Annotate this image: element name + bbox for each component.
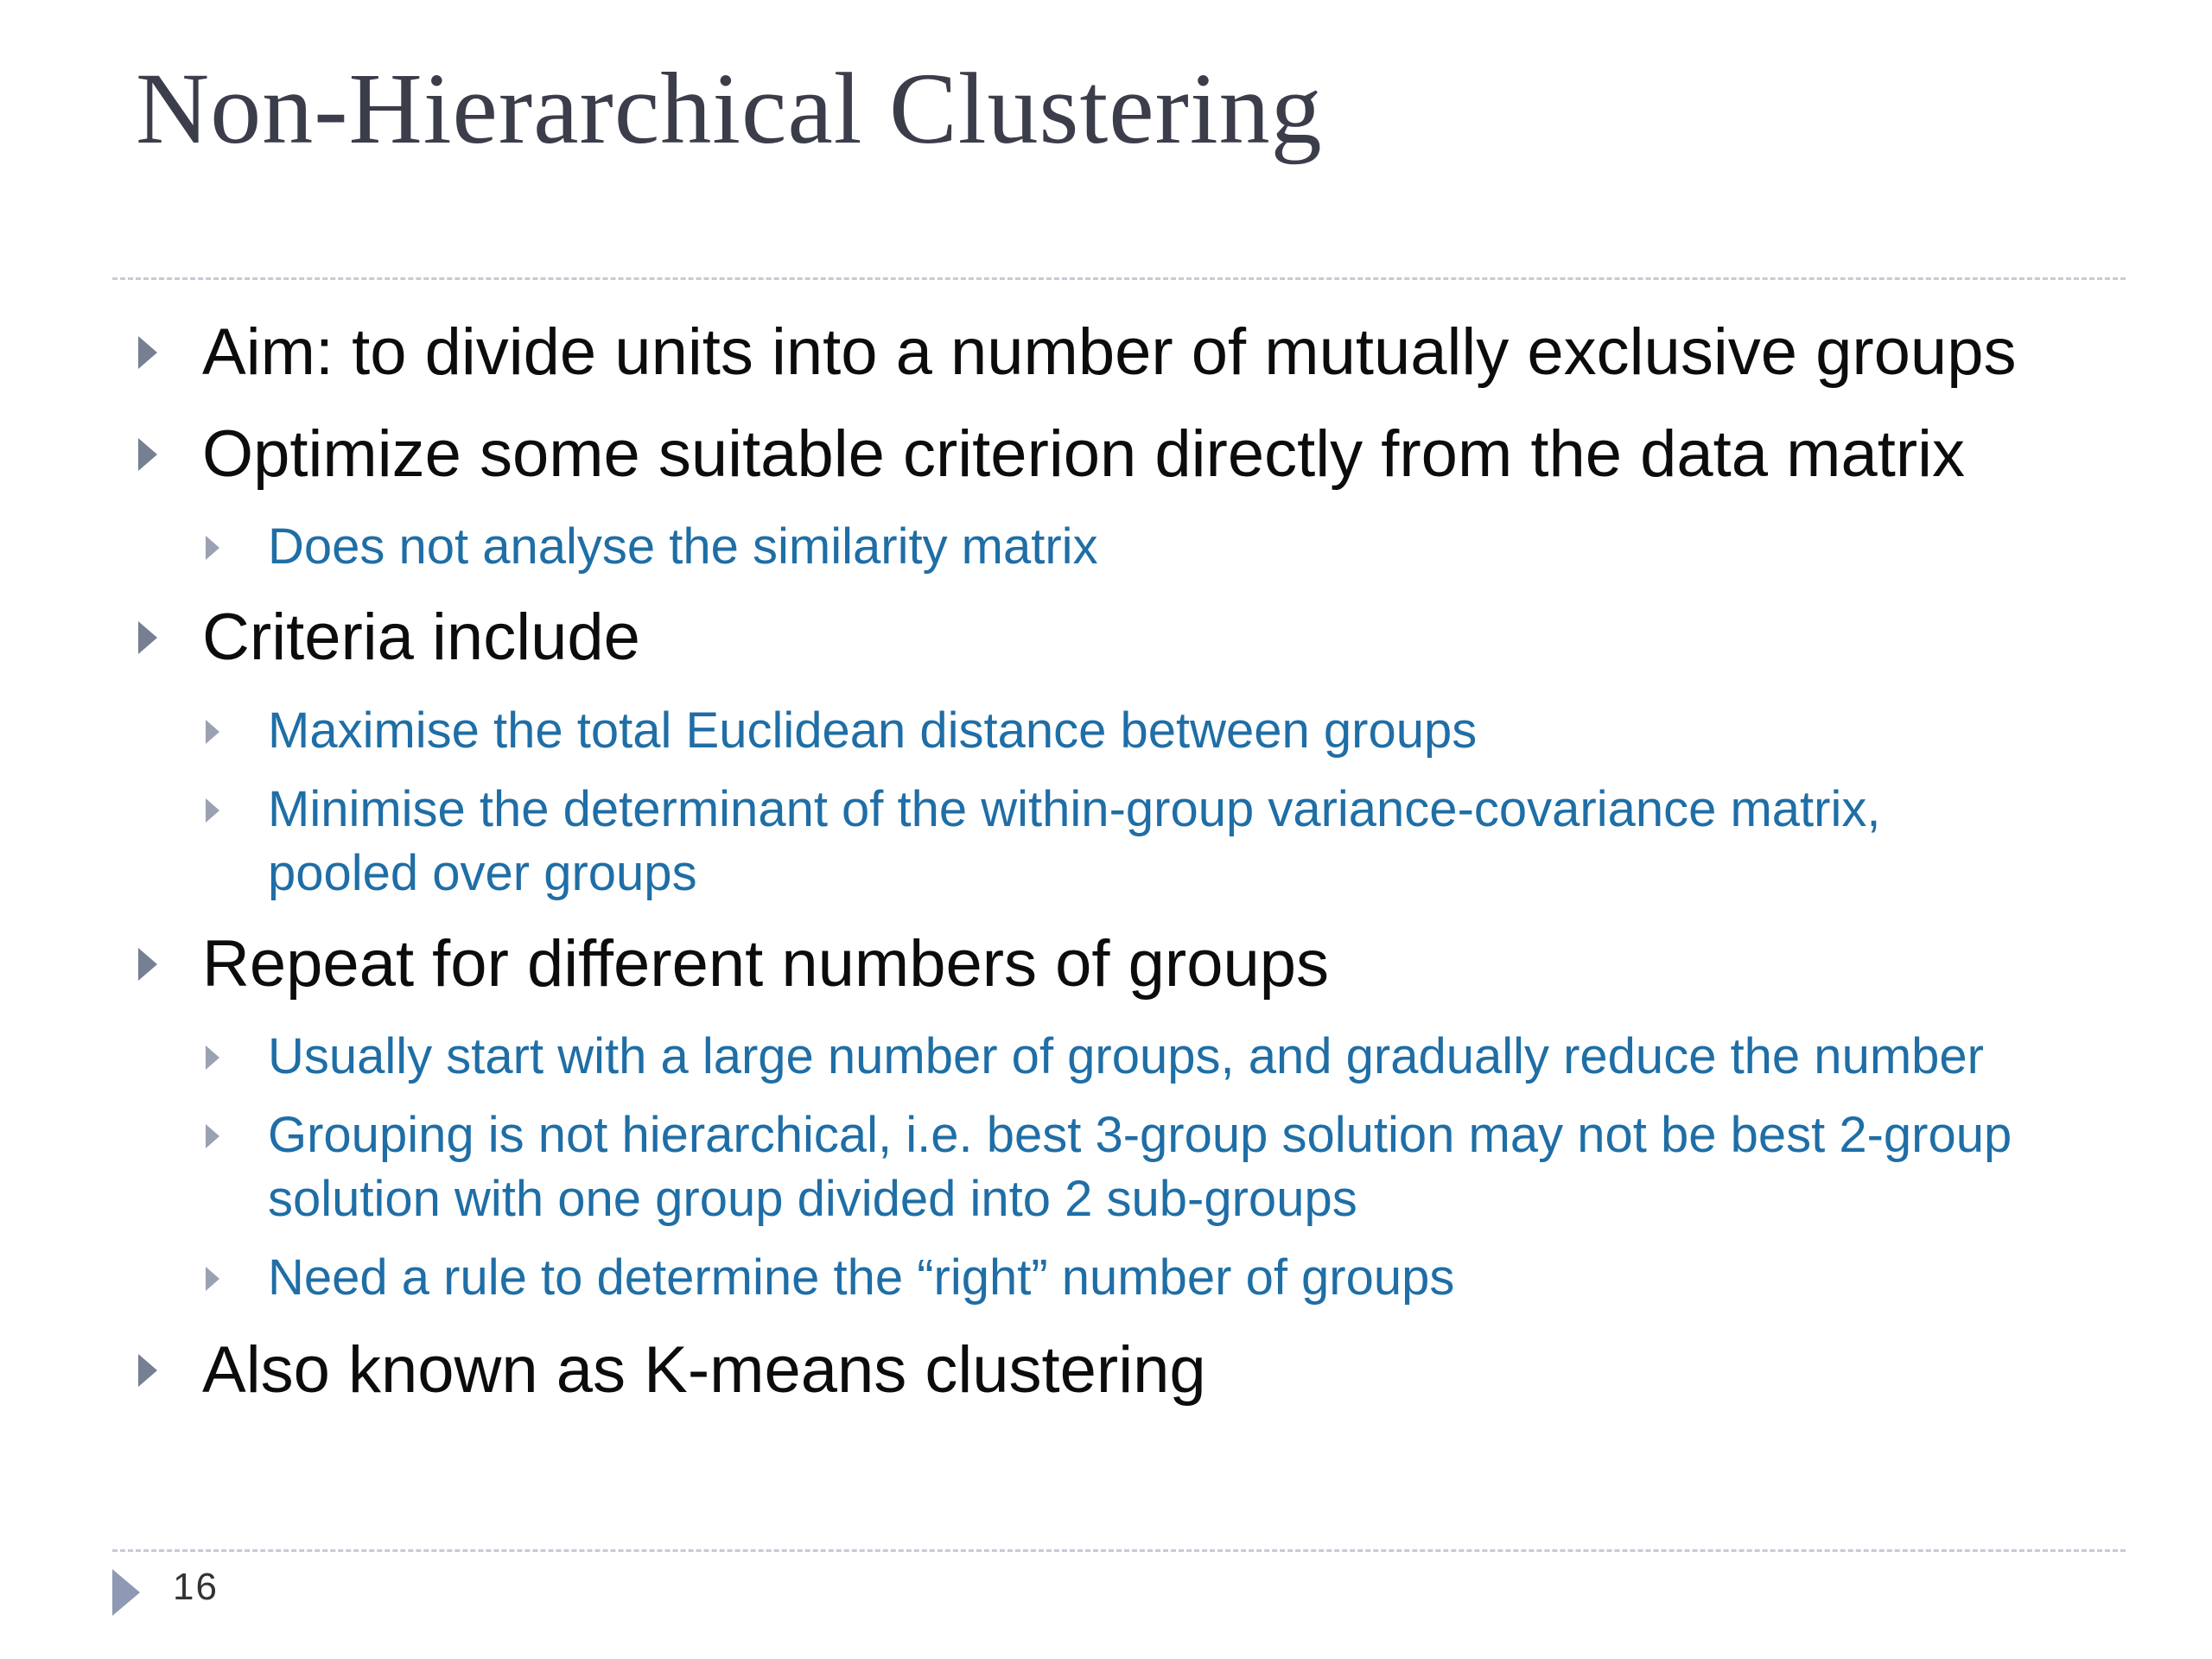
sub-bullet-item	[268, 699, 1477, 763]
bullet-text: Optimize some suitable criterion directly from the data matrix	[202, 417, 1966, 491]
bullet-text: Also known as K-means clustering	[202, 1333, 1206, 1407]
bullet-arrow-icon	[206, 1267, 219, 1291]
sub-bullet-text: Need a rule to determine the “right” number of groups	[268, 1249, 1455, 1306]
footer-triangle-icon	[112, 1569, 140, 1616]
bullet-text: Aim: to divide units into a number of mutually exclusive groups	[202, 315, 2017, 389]
bullet-arrow-icon	[138, 1354, 157, 1387]
sub-bullet-text: Minimise the determinant of the within-group variance-covariance matrix,	[268, 781, 1881, 837]
bullet-item	[202, 415, 1965, 494]
bullet-text: Repeat for different numbers of groups	[202, 927, 1330, 1001]
bullet-arrow-icon	[138, 336, 157, 369]
bullet-item	[202, 1331, 1206, 1410]
sub-bullet-text-continued: solution with one group divided into 2 sub-groups	[268, 1171, 1357, 1227]
bullet-arrow-icon	[138, 438, 157, 471]
bullet-arrow-icon	[206, 1046, 219, 1070]
slide-title: Non-Hierarchical Clustering	[136, 52, 1323, 165]
bullet-item	[202, 598, 640, 677]
sub-bullet-item	[268, 778, 1880, 906]
sub-bullet-item	[268, 515, 1098, 579]
sub-bullet-item	[268, 1025, 1984, 1089]
bullet-arrow-icon	[206, 798, 219, 823]
bottom-divider	[112, 1549, 2126, 1552]
sub-bullet-text: Does not analyse the similarity matrix	[268, 518, 1098, 575]
bullet-item	[202, 925, 1329, 1004]
bullet-arrow-icon	[206, 1124, 219, 1148]
bullet-arrow-icon	[206, 536, 219, 560]
sub-bullet-text: Usually start with a large number of groups, and gradually reduce the number	[268, 1028, 1984, 1084]
bullet-arrow-icon	[138, 948, 157, 981]
bullet-text: Criteria include	[202, 601, 640, 674]
sub-bullet-item	[268, 1246, 1454, 1310]
top-divider	[112, 277, 2126, 280]
sub-bullet-text: Grouping is not hierarchical, i.e. best 3-group solution may not be best 2-group	[268, 1107, 2012, 1163]
bullet-item	[202, 313, 2016, 392]
sub-bullet-item	[268, 1103, 2012, 1231]
sub-bullet-text-continued: pooled over groups	[268, 845, 697, 901]
bullet-arrow-icon	[206, 720, 219, 744]
page-number: 16	[173, 1566, 219, 1608]
bullet-arrow-icon	[138, 621, 157, 654]
sub-bullet-text: Maximise the total Euclidean distance between groups	[268, 702, 1478, 759]
